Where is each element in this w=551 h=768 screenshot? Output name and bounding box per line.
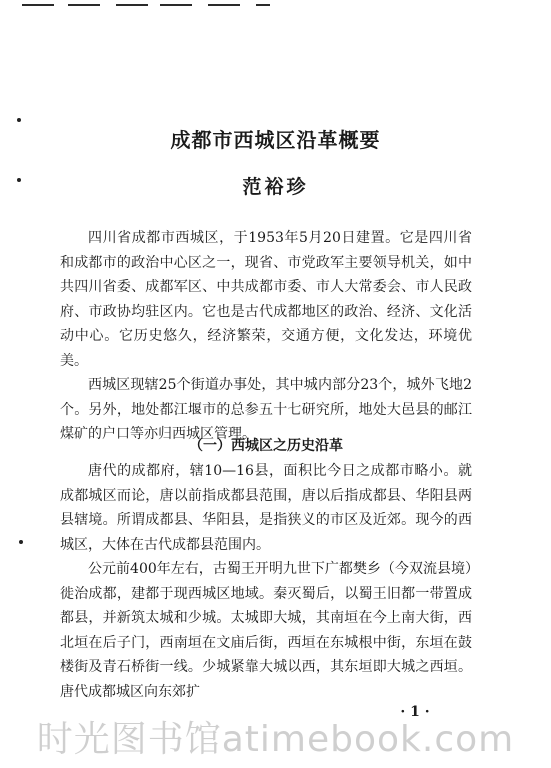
border-dash — [208, 4, 240, 6]
article-author: 范裕珍 — [242, 176, 309, 198]
border-dash — [116, 4, 148, 6]
section-heading: （一）西城区之历史沿革 — [189, 438, 343, 454]
paragraph: 四川省成都市西城区，于1953年5月20日建置。它是四川省和成都市的政治中心区之一，现省、市党政军主要领导机关，如中共四川省委、成都军区、中共成都市委、市人大常委会、市人民政府、市政协均驻区内。它也是古代成都地区的政治、经济、文化活动中心。它历史悠久，经济繁荣，交通方便，文化发达，环境优美。 — [60, 230, 472, 369]
paragraph: 西城区现辖25个街道办事处，其中城内部分23个，城外飞地2个。另外，地处都江堰市的总参五十七研究所，地处大邑县的邮江煤矿的户口等亦归西城区管理。 — [60, 377, 472, 442]
article-title: 成都市西城区沿革概要 — [170, 128, 381, 152]
intro-text — [60, 226, 472, 447]
section-text — [60, 459, 472, 704]
site-watermark: 时光图书馆atimebook.com — [36, 719, 515, 760]
binding-hole-mark — [19, 540, 23, 544]
paragraph: 唐代的成都府，辖10—16县，面积比今日之成都市略小。就成都城区而论，唐以前指成都县范围，唐以后指成都县、华阳县两县辖境。所谓成都县、华阳县，是指狭义的市区及近郊。现今的西城区，大体在古代成都县范围内。 — [60, 463, 472, 553]
page-number: · 1 · — [400, 704, 430, 720]
border-dash — [22, 4, 54, 6]
border-dash — [256, 4, 270, 6]
binding-hole-mark — [17, 118, 21, 122]
paragraph: 公元前400年左右，古蜀王开明九世下广都樊乡（今双流县境）徙治成都，建都于现西城区地域。秦灭蜀后，以蜀王旧都一带置成都县，并新筑太城和少城。太城即大城，其南垣在今上南大街，西北垣在后子门，西南垣在文庙后街，西垣在东城根中街，东垣在鼓楼街及青石桥街一线。少城紧靠大城以西，其东垣即大城之西垣。唐代成都城区向东郊扩 — [60, 561, 472, 700]
top-border-marks — [0, 0, 551, 12]
border-dash — [68, 4, 100, 6]
border-dash — [160, 4, 192, 6]
